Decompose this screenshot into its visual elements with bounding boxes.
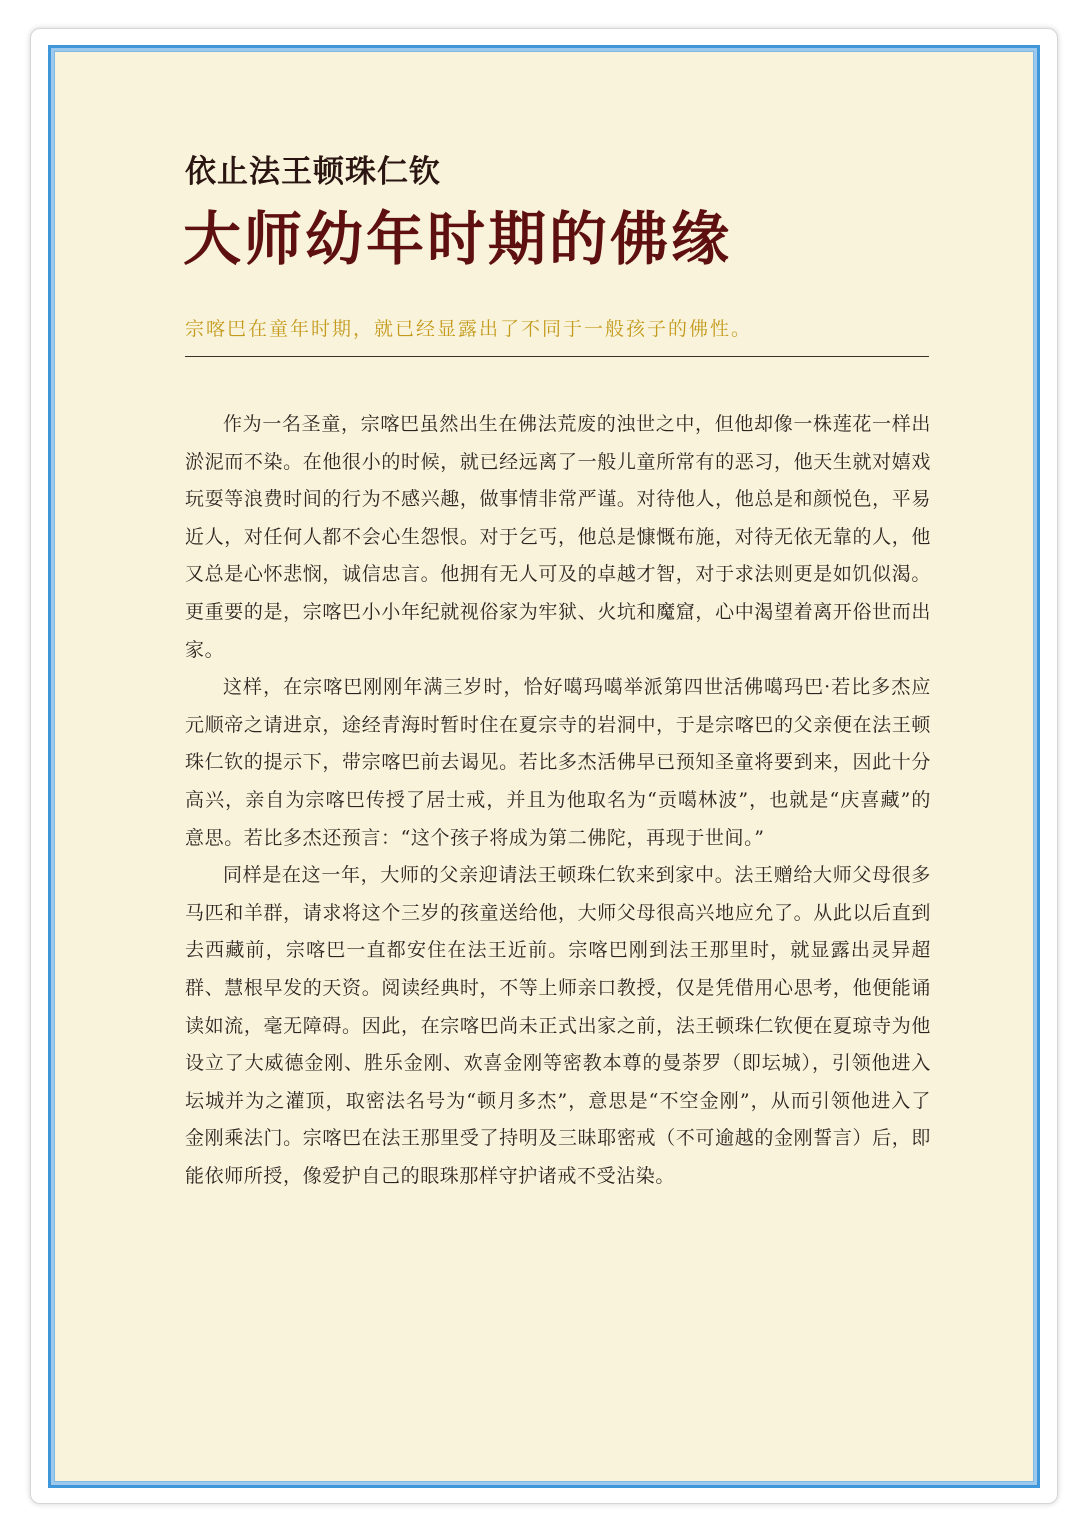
paragraph-3: 同样是在这一年，大师的父亲迎请法王顿珠仁钦来到家中。法王赠给大师父母很多马匹和羊群，请求将这个三岁的孩童送给他，大师父母很高兴地应允了。从此以后直到去西藏前，宗喀巴一直都安住在法王近前。宗喀巴刚到法王那里时，就显露出灵异超群、慧根早发的天资。阅读经典时，不等上师亲口教授，仅是凭借用心思考，他便能诵读如流，毫无障碍。因此，在宗喀巴尚未正式出家之前，法王顿珠仁钦便在夏琼寺为他设立了大威德金刚、胜乐金刚、欢喜金刚等密教本尊的曼荼罗（即坛城），引领他进入坛城并为之灌顶，取密法名号为“顿月多杰”，意思是“不空金刚”，从而引领他进入了金刚乘法门。宗喀巴在法王那里受了持明及三昧耶密戒（不可逾越的金刚誓言）后，即能依师所授，像爱护自己的眼珠那样守护诸戒不受沾染。 [185,864,931,1187]
paragraph-2: 这样，在宗喀巴刚刚年满三岁时，恰好噶玛噶举派第四世活佛噶玛巴·若比多杰应元顺帝之请进京，途经青海时暂时住在夏宗寺的岩洞中，于是宗喀巴的父亲便在法王顿珠仁钦的提示下，带宗喀巴前去谒见。若比多杰活佛早已预知圣童将要到来，因此十分高兴，亲自为宗喀巴传授了居士戒，并且为他取名为“贡噶林波”，也就是“庆喜藏”的意思。若比多杰还预言：“这个孩子将成为第二佛陀，再现于世间。” [185,676,931,849]
article-body [185,406,931,1195]
article-title: 大师幼年时期的佛缘 [183,205,733,273]
page-paper [54,51,1034,1482]
article-kicker: 依止法王顿珠仁钦 [185,154,441,190]
title-divider [185,356,929,357]
article-subtitle: 宗喀巴在童年时期，就已经显露出了不同于一般孩子的佛性。 [185,318,753,340]
page-frame [48,45,1040,1488]
paragraph-1: 作为一名圣童，宗喀巴虽然出生在佛法荒废的浊世之中，但他却像一株莲花一样出淤泥而不染。在他很小的时候，就已经远离了一般儿童所常有的恶习，他天生就对嬉戏玩耍等浪费时间的行为不感兴趣，做事情非常严谨。对待他人，他总是和颜悦色，平易近人，对任何人都不会心生怨恨。对于乞丐，他总是慷慨布施，对待无依无靠的人，他又总是心怀悲悯，诚信忠言。他拥有无人可及的卓越才智，对于求法则更是如饥似渴。更重要的是，宗喀巴小小年纪就视俗家为牢狱、火坑和魔窟，心中渴望着离开俗世而出家。 [185,413,931,661]
